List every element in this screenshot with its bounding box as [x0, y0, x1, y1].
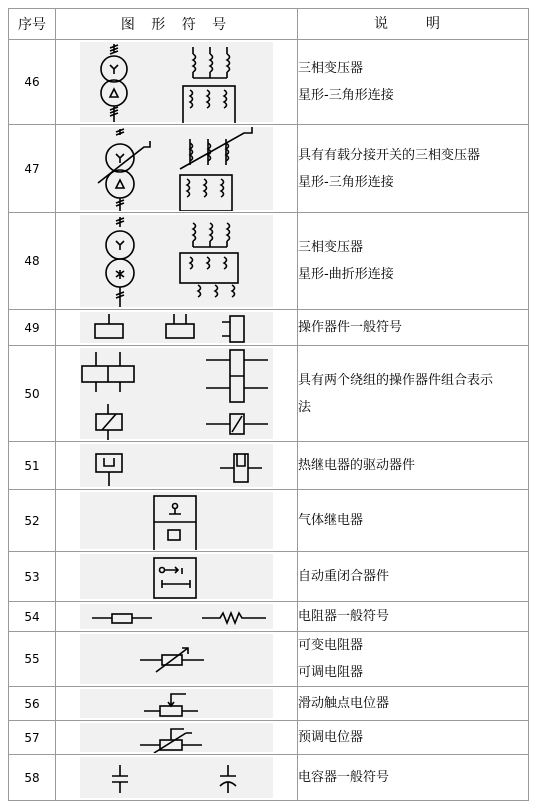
symbol-drawing — [80, 312, 273, 343]
header-symbol: 图 形 符 号 — [56, 9, 298, 40]
symbol-cell — [56, 310, 298, 346]
description-line: 星形-曲折形连接 — [298, 267, 394, 282]
table-row — [9, 632, 529, 687]
description-line: 可变电阻器 — [298, 638, 364, 653]
description-cell — [298, 552, 529, 602]
table-row — [9, 310, 529, 346]
symbol-cell — [56, 490, 298, 552]
symbol-drawing — [80, 554, 273, 599]
row-number: 53 — [9, 552, 56, 602]
symbol-drawing — [80, 723, 273, 752]
electrical-symbol-icon — [80, 312, 273, 344]
table-body — [9, 40, 529, 801]
row-number: 58 — [9, 755, 56, 801]
symbol-cell — [56, 552, 298, 602]
electrical-symbol-icon — [80, 757, 273, 799]
table-header-row — [9, 9, 529, 40]
electrical-symbol-icon — [80, 492, 273, 550]
description-cell — [298, 213, 529, 310]
electrical-symbol-icon — [80, 444, 273, 488]
description-cell — [298, 687, 529, 721]
description-cell — [298, 632, 529, 687]
description-line: 法 — [298, 399, 312, 415]
description-cell — [298, 442, 529, 490]
row-number: 57 — [9, 721, 56, 755]
description-line: 气体继电器 — [298, 513, 364, 528]
table-row — [9, 552, 529, 602]
row-number: 49 — [9, 310, 56, 346]
table-row — [9, 125, 529, 213]
description-line: 热继电器的驱动器件 — [298, 458, 416, 473]
symbol-cell — [56, 602, 298, 632]
row-number: 55 — [9, 632, 56, 687]
symbol-drawing — [80, 444, 273, 487]
description-cell — [298, 40, 529, 125]
description-line: 三相变压器 — [298, 240, 364, 255]
description-line: 具有两个绕组的操作器件组合表示 — [298, 372, 494, 388]
description-line: 电阻器一般符号 — [298, 609, 390, 624]
table-row — [9, 490, 529, 552]
row-number: 52 — [9, 490, 56, 552]
electrical-symbol-icon — [80, 127, 273, 211]
electrical-symbol-icon — [80, 42, 273, 123]
symbol-cell — [56, 721, 298, 755]
description-cell — [298, 721, 529, 755]
symbol-cell — [56, 442, 298, 490]
symbol-cell — [56, 346, 298, 442]
description-line: 星形-三角形连接 — [298, 174, 394, 190]
row-number: 48 — [9, 213, 56, 310]
description-line: 具有有载分接开关的三相变压器 — [298, 147, 481, 163]
electrical-symbol-icon — [80, 215, 273, 308]
electrical-symbol-icon — [80, 348, 273, 440]
row-number: 51 — [9, 442, 56, 490]
table-row — [9, 442, 529, 490]
description-line: 操作器件一般符号 — [298, 320, 403, 335]
symbol-table — [8, 8, 529, 801]
electrical-symbol-icon — [80, 604, 273, 630]
table-row — [9, 213, 529, 310]
symbol-drawing — [80, 215, 273, 307]
table-row — [9, 721, 529, 755]
description-line: 滑动触点电位器 — [298, 696, 390, 711]
description-line: 三相变压器 — [298, 61, 364, 76]
description-cell — [298, 755, 529, 801]
symbol-drawing — [80, 127, 273, 210]
electrical-symbol-icon — [80, 723, 273, 753]
header-no: 序号 — [9, 9, 56, 40]
row-number: 50 — [9, 346, 56, 442]
row-number: 46 — [9, 40, 56, 125]
symbol-drawing — [80, 689, 273, 718]
electrical-symbol-icon — [80, 689, 273, 719]
header-desc: 说 明 — [298, 9, 529, 40]
table-row — [9, 755, 529, 801]
description-cell — [298, 602, 529, 632]
symbol-cell — [56, 40, 298, 125]
symbol-cell — [56, 687, 298, 721]
symbol-drawing — [80, 757, 273, 798]
row-number: 54 — [9, 602, 56, 632]
table-row — [9, 602, 529, 632]
electrical-symbol-icon — [80, 634, 273, 682]
description-cell — [298, 490, 529, 552]
symbol-drawing — [80, 634, 273, 684]
table-row — [9, 40, 529, 125]
row-number: 56 — [9, 687, 56, 721]
description-line: 星形-三角形连接 — [298, 88, 394, 103]
symbol-cell — [56, 125, 298, 213]
description-line: 可调电阻器 — [298, 665, 364, 680]
description-line: 自动重闭合器件 — [298, 569, 390, 584]
description-line: 预调电位器 — [298, 730, 364, 745]
electrical-symbol-icon — [80, 554, 273, 600]
symbol-cell — [56, 213, 298, 310]
table-row — [9, 687, 529, 721]
description-cell — [298, 346, 529, 442]
symbol-drawing — [80, 348, 273, 439]
symbol-cell — [56, 755, 298, 801]
description-cell — [298, 125, 529, 213]
symbol-cell — [56, 632, 298, 687]
symbol-drawing — [80, 492, 273, 549]
row-number: 47 — [9, 125, 56, 213]
description-cell — [298, 310, 529, 346]
table-row — [9, 346, 529, 442]
symbol-drawing — [80, 42, 273, 122]
description-line: 电容器一般符号 — [298, 770, 390, 785]
symbol-drawing — [80, 604, 273, 629]
